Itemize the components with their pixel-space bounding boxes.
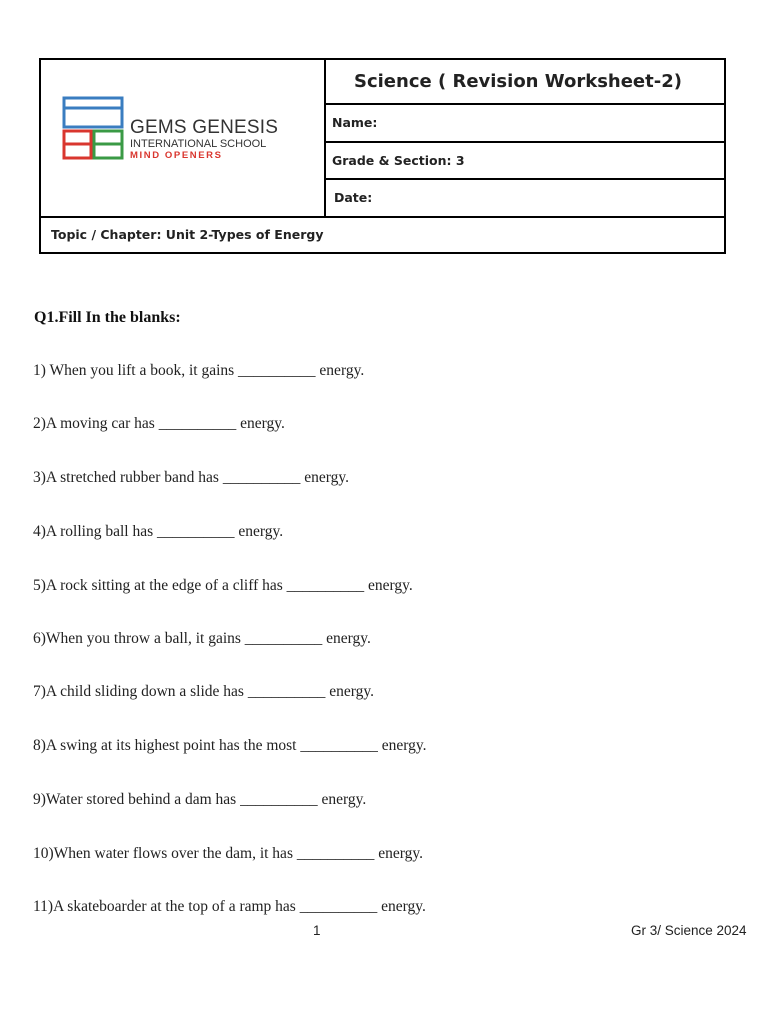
page-number: 1	[313, 923, 321, 938]
school-subtitle: INTERNATIONAL SCHOOL	[130, 138, 267, 150]
question-item: 6)When you throw a ball, it gains __________ energy.	[33, 630, 371, 647]
topic-chapter: Topic / Chapter: Unit 2-Types of Energy	[41, 216, 724, 252]
school-name: GEMS GENESIS	[130, 117, 279, 138]
question-item: 1) When you lift a book, it gains __________ energy.	[33, 362, 365, 379]
question-item: 2)A moving car has __________ energy.	[33, 415, 285, 432]
header-info-cells	[326, 60, 724, 216]
question-item: 8)A swing at its highest point has the most __________ energy.	[33, 737, 427, 754]
grade-section-field: Grade & Section: 3	[326, 143, 724, 180]
question-item: 11)A skateboarder at the top of a ramp has __________ energy.	[33, 898, 426, 915]
name-field: Name:	[326, 105, 724, 143]
footer-course-label: Gr 3/ Science 2024	[631, 923, 747, 938]
date-field: Date:	[334, 190, 373, 205]
question-item: 9)Water stored behind a dam has __________ energy.	[33, 791, 367, 808]
question-item: 3)A stretched rubber band has __________ energy.	[33, 469, 349, 486]
section-title: Q1.Fill In the blanks:	[34, 309, 181, 326]
school-tagline: MIND OPENERS	[130, 150, 223, 161]
question-item: 4)A rolling ball has __________ energy.	[33, 523, 284, 540]
school-logo-icon	[62, 96, 128, 162]
question-item: 10)When water flows over the dam, it has __________ energy.	[33, 845, 423, 862]
school-logo-text	[130, 118, 278, 161]
worksheet-title: Science ( Revision Worksheet-2)	[326, 60, 724, 105]
worksheet-header-table	[39, 58, 726, 254]
logo-cell	[41, 60, 326, 216]
question-item: 7)A child sliding down a slide has __________ energy.	[33, 683, 374, 700]
question-item: 5)A rock sitting at the edge of a cliff has __________ energy.	[33, 577, 413, 594]
